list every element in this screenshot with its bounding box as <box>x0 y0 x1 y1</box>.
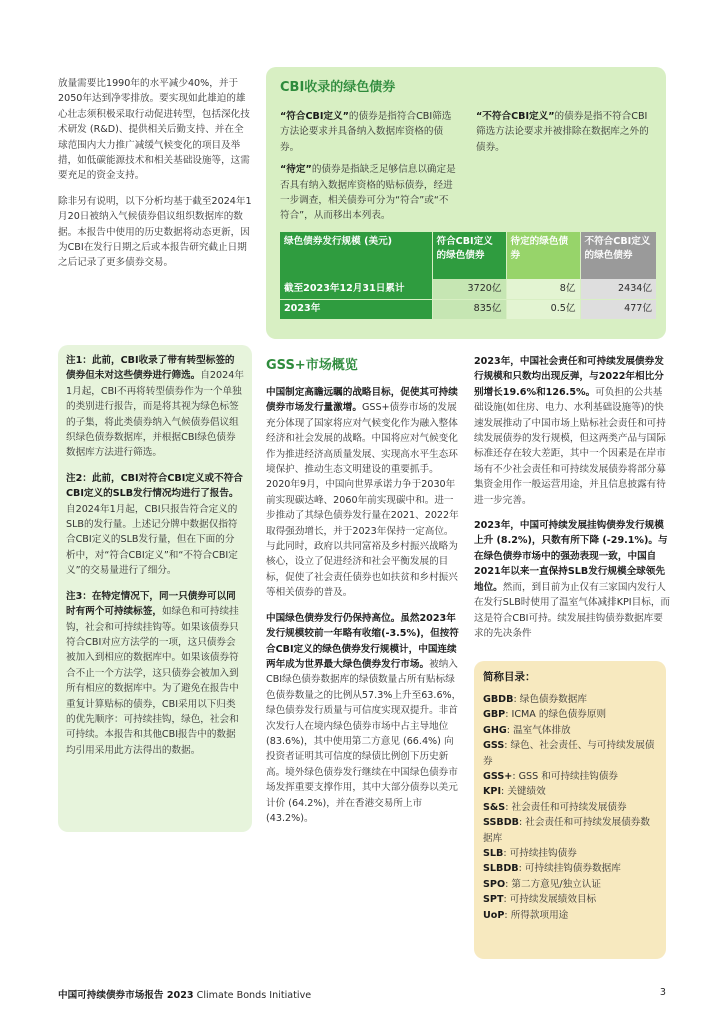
table-row <box>280 279 656 299</box>
pending-definition: “待定”的债券是指缺乏足够信息以确定是否具有纳入数据库资格的贴标债券，经进一步调查，相关债券可分为“符合”或“不符合”，从而移出本列表。 <box>280 164 456 222</box>
cbi-definitions-right <box>476 109 652 231</box>
green-bond-volume-table <box>280 232 656 319</box>
list-item: GSS: 绿色、社会责任、与可持续发展债券 <box>483 740 655 767</box>
list-item: SPT: 可持续发展绩效目标 <box>483 894 597 906</box>
cell-aligned: 3720亿 <box>432 279 506 299</box>
header-volume: 绿色债券发行规模 (美元) <box>280 232 432 279</box>
gss-market-column <box>266 354 462 836</box>
cbi-box-title: CBI收录的绿色债券 <box>280 80 396 95</box>
table-row <box>280 299 656 319</box>
note-3: 注3：在特定情况下，同一只债券可以同时有两个可持续标签，如绿色和可持续挂钩，社会和可持续挂钩等。如果该债券只符合CBI对应方法学的一项，这只债券会被加入到相应的数据库中。如果该债券符合不止一个方法学，这只债券会被加入到所有相应的数据库中。为了避免在报告中重复计算贴标的债券，CBI采用以下归类的优先顺序：可持续挂钩，绿色，社会和可持续。本报告和其他CBI报告中的数据均引用采用此方法得出的数据。 <box>66 590 239 756</box>
note-2: 注2：此前，CBI对符合CBI定义或不符合CBI定义的SLB发行情况均进行了报告。自2024年1月起，CBI只报告符合定义的SLB的发行量。上述记分牌中数据仅指符合CBI定义的SLB发行量，但在下面的分析中，对“符合CBI定义”和“不符合CBI定义”的交易量进行了细分。 <box>66 472 243 577</box>
list-item: KPI: 关键绩效 <box>483 786 546 798</box>
cell-non-aligned: 2434亿 <box>580 279 656 299</box>
cell-pending: 0.5亿 <box>506 299 580 319</box>
abbreviations-title: 简称目录： <box>483 671 536 683</box>
list-item: SLB: 可持续挂钩债券 <box>483 848 577 860</box>
non-aligned-definition: “不符合CBI定义”的债券是指不符合CBI筛选方法论要求并被排除在数据库之外的债券。 <box>476 111 649 153</box>
row-label: 截至2023年12月31日累计 <box>280 279 432 299</box>
data-note-paragraph: 除非另有说明，以下分析均基于截至2024年1月20日被纳入气候债券倡议组织数据库的数据。本报告中使用的历史数据将动态更新，因为CBI在发行日期之后或本报告研究截止日期之后记录了更多债券交易。 <box>58 195 252 269</box>
abbreviations-list <box>483 692 657 923</box>
aligned-definition: “符合CBI定义”的债券是指符合CBI筛选方法论要求并具备纳入数据库资格的债券。 <box>280 111 452 153</box>
slb-paragraph: 2023年，中国可持续发展挂钩债券发行规模上升 (8.2%)，只数有所下降 (-29.1%)。与在绿色债券市场中的强劲表现一致，中国自2021年以来一直保持SLB发行规模全球领先地位。然而，到目前为止仅有三家国内发行人在发行SLB时使用了温室气体减排KPI目标，而这是符合CBI可持。续发展挂钩债券数据库要求的先决条件 <box>474 520 671 639</box>
header-non-aligned: 不符合CBI定义的绿色债券 <box>580 232 656 279</box>
gss-paragraph-1: 中国制定高瞻远瞩的战略目标，促使其可持续债券市场发行量激增。GSS+债券市场的发展充分体现了国家将应对气候变化作为融入整体经济和社会发展的战略。中国将应对气候变化作为推进经济高质量发展、实现高水平生态环境保护、推动生态文明建设的重要抓手。2020年9月，中国向世界承诺力争于2030年前实现碳达峰、2060年前实现碳中和。进一步推动了其绿色债券发行量在2021、2022年取得强劲增长，并于2023年保持一定高位。与此同时，政府以共同富裕及乡村振兴战略为核心，设立了促进经济和社会平衡发展的目标，促使了社会责任债券也如扶贫和乡村振兴等相关债券的普及。 <box>266 387 459 599</box>
row-label: 2023年 <box>280 299 432 319</box>
cell-non-aligned: 477亿 <box>580 299 656 319</box>
intro-column <box>58 76 252 281</box>
cbi-definitions-left <box>280 109 456 231</box>
cell-pending: 8亿 <box>506 279 580 299</box>
cell-aligned: 835亿 <box>432 299 506 319</box>
table-header-row <box>280 232 656 279</box>
social-sustainability-column <box>474 354 670 651</box>
list-item: SPO: 第二方意见/独立认证 <box>483 878 601 890</box>
ss-paragraph: 2023年，中国社会责任和可持续发展债券发行规模和只数均出现反弹，与2022年相比分别增长19.6%和126.5%。可负担的公共基础设施(如住房、电力、水利基础设施等)的快速发展推动了中国市场上贴标社会责任和可持续发展债券的发行规模，但这两类产品与国际标准还存在较大差距，其中一个因素是在岸市场有不少社会责任和可持续发展债券将部分募集资金用作一般运营用途，并且信息披露有待进一步完善。 <box>474 356 666 506</box>
header-aligned: 符合CBI定义的绿色债券 <box>432 232 506 279</box>
intro-paragraph: 放量需要比1990年的水平减少40%，并于2050年达到净零排放。要实现如此雄迫的雄心壮志须积极采取行动促进转型，包括深化技术研发 (R&D)、提供相关后勤支持、并在全球范围内大力推广减缓气候变化的项目及举措，如低碳能源技术和相关基础设施等，这需要充足的资金支持。 <box>58 78 250 182</box>
page-number: 3 <box>659 987 666 998</box>
notes-box <box>58 345 252 832</box>
abbreviations-box <box>474 661 666 959</box>
gss-paragraph-2: 中国绿色债券发行仍保持高位。虽然2023年发行规模较前一年略有收缩(-3.5%)，但按符合CBI定义的绿色债券发行规模计，中国连续两年成为世界最大绿色债券发行市场。被纳入CBI绿色债券数据库的绿债数量占所有贴标绿色债券数量之的比例从57.3%上升至63.6%，绿色债券发行质量与可信度实现双提升。非首次发行人在境内绿色债券市场中占主导地位(83.6%)，其中使用第二方意见 (66.4%) 向投资者证明其可信度的绿债比例创下历史新高。境外绿色债券发行继续在中国绿色债券市场发挥重要支撑作用，其中大部分债券以美元计价 (64.2%)，并在香港交易所上市 (43.2%)。 <box>266 612 462 824</box>
list-item: GBP: ICMA 的绿色债券原则 <box>483 709 607 721</box>
list-item: SSBDB: 社会责任和可持续发展债券数据库 <box>483 817 650 844</box>
gss-section-title: GSS+市场概览 <box>266 358 358 373</box>
footer-title: 中国可持续债券市场报告 2023 Climate Bonds Initiative <box>58 990 312 1001</box>
header-pending: 待定的绿色债券 <box>506 232 580 279</box>
list-item: GBDB: 绿色债券数据库 <box>483 694 587 705</box>
list-item: SLBDB: 可持续挂钩债券数据库 <box>483 863 621 875</box>
cbi-green-bonds-box <box>266 67 666 339</box>
list-item: GSS+: GSS 和可持续挂钩债券 <box>483 771 619 783</box>
note-1: 注1：此前，CBI收录了带有转型标签的债券但未对这些债券进行筛选。自2024年1月起，CBI不再将转型债券作为一个单独的类别进行报告，而是将其视为绿色标签的子集，将此类债券纳入气候债券倡议组织绿色债券数据库，并根据CBI绿色债券数据库方法进行筛选。 <box>66 355 244 459</box>
list-item: S&S: 社会责任和可持续发展债券 <box>483 801 627 813</box>
list-item: GHG: 温室气体排放 <box>483 724 571 736</box>
list-item: UoP: 所得款项用途 <box>483 909 569 921</box>
